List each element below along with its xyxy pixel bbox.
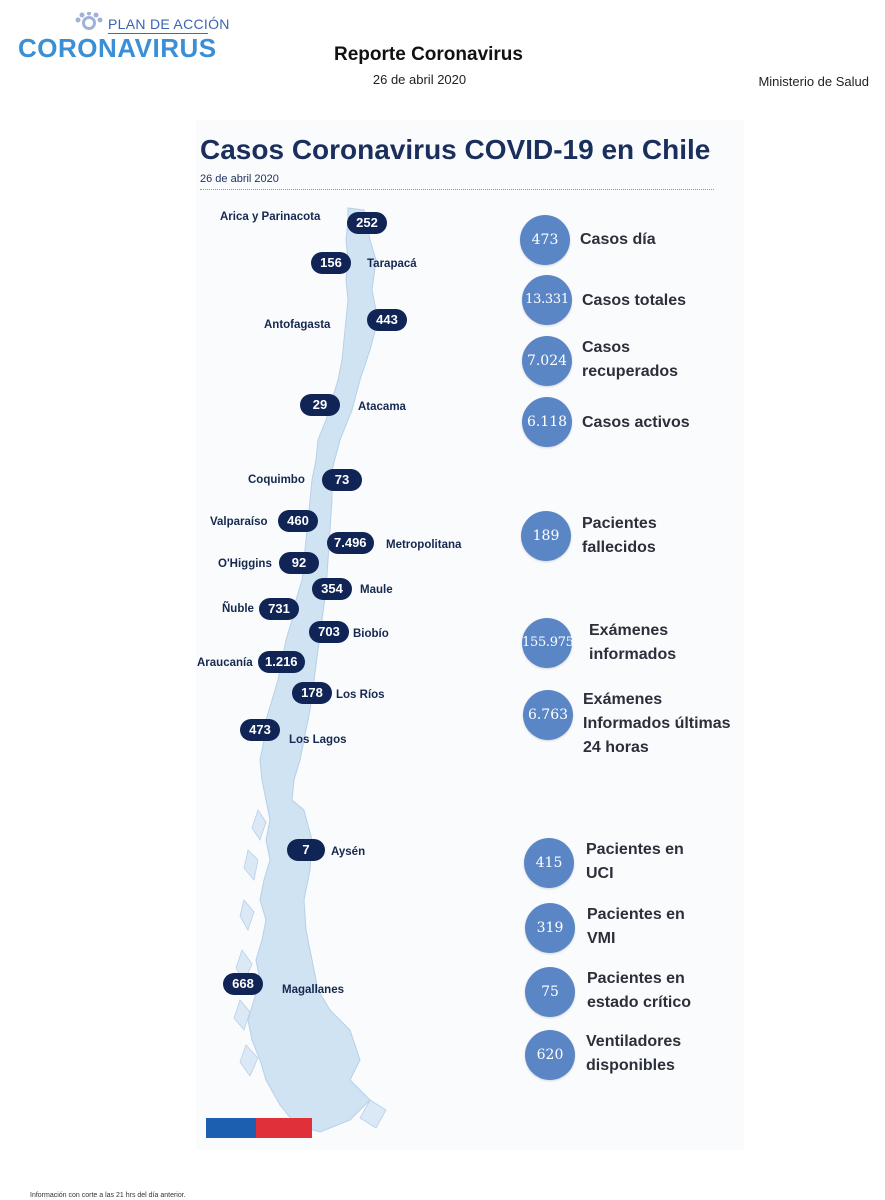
stat-label-casos-activos: Casos activos <box>582 414 690 431</box>
region-name-magallanes: Magallanes <box>282 984 344 996</box>
stat-label-casos-totales: Casos totales <box>582 292 687 309</box>
region-value-magallanes: 668 <box>223 973 263 995</box>
region-name-los-lagos: Los Lagos <box>289 734 347 746</box>
region-name-ohiggins: O'Higgins <box>218 558 272 570</box>
stat-circle-casos-activos: 6.118 <box>522 397 572 447</box>
stat-circle-casos-totales: 13.331 <box>522 275 572 325</box>
report-title: Reporte Coronavirus <box>334 44 523 65</box>
region-value-aysen: 7 <box>287 839 325 861</box>
flag-bar-red <box>256 1118 312 1138</box>
report-date: 26 de abril 2020 <box>372 72 467 87</box>
infographic-date: 26 de abril 2020 <box>200 173 279 185</box>
region-name-maule: Maule <box>360 584 393 596</box>
region-value-metropolitana: 7.496 <box>327 532 374 554</box>
stat-label-casos-dia: Casos día <box>580 231 656 248</box>
flag-bar-blue <box>206 1118 256 1138</box>
logo-plan-text: PLAN DE ACCIÓN <box>108 16 230 32</box>
region-value-biobio: 703 <box>309 621 349 643</box>
dotted-divider <box>200 189 714 190</box>
region-value-maule: 354 <box>312 578 352 600</box>
stat-label-examenes-24h: Exámenes Informados últimas 24 horas <box>583 691 731 756</box>
stat-label-uci: Pacientes en UCI <box>586 841 684 882</box>
infographic-title: Casos Coronavirus COVID-19 en Chile <box>200 134 711 165</box>
coronavirus-logo-icon <box>72 12 106 34</box>
region-name-biobio: Biobío <box>353 628 389 640</box>
region-value-atacama: 29 <box>300 394 340 416</box>
stat-circle-examenes-24h: 6.763 <box>523 690 573 740</box>
region-name-atacama: Atacama <box>358 401 406 413</box>
stat-label-ventiladores: Ventiladores disponibles <box>586 1033 682 1074</box>
stat-circle-casos-dia: 473 <box>520 215 570 265</box>
region-name-los-rios: Los Ríos <box>336 689 385 701</box>
region-name-nuble: Ñuble <box>222 603 254 615</box>
region-value-araucania: 1.216 <box>258 651 305 673</box>
stat-circle-casos-recuperados: 7.024 <box>522 336 572 386</box>
region-name-coquimbo: Coquimbo <box>248 474 305 486</box>
ministry-label: Ministerio de Salud <box>758 74 869 89</box>
region-name-metropolitana: Metropolitana <box>386 539 462 551</box>
stat-circle-fallecidos: 189 <box>521 511 571 561</box>
stat-label-critico: Pacientes en estado crítico <box>587 970 692 1011</box>
stat-circle-critico: 75 <box>525 967 575 1017</box>
region-value-valparaiso: 460 <box>278 510 318 532</box>
stat-label-vmi: Pacientes en VMI <box>587 906 685 947</box>
region-name-arica: Arica y Parinacota <box>220 211 321 223</box>
footnote: Información con corte a las 21 hrs del día anterior. <box>30 1192 186 1199</box>
stat-circle-vmi: 319 <box>525 903 575 953</box>
logo-coronavirus-text: CORONAVIRUS <box>18 33 217 63</box>
region-value-tarapaca: 156 <box>311 252 351 274</box>
region-value-coquimbo: 73 <box>322 469 362 491</box>
region-value-ohiggins: 92 <box>279 552 319 574</box>
region-value-antofagasta: 443 <box>367 309 407 331</box>
stat-label-fallecidos: Pacientes fallecidos <box>582 515 657 556</box>
region-name-araucania: Araucanía <box>197 657 253 669</box>
region-value-arica: 252 <box>347 212 387 234</box>
region-value-los-rios: 178 <box>292 682 332 704</box>
stat-label-examenes: Exámenes informados <box>589 622 677 663</box>
region-name-valparaiso: Valparaíso <box>210 516 268 528</box>
stat-label-casos-recuperados: Casos recuperados <box>582 339 679 380</box>
region-value-los-lagos: 473 <box>240 719 280 741</box>
stat-circle-uci: 415 <box>524 838 574 888</box>
region-name-aysen: Aysén <box>331 846 366 858</box>
region-name-tarapaca: Tarapacá <box>367 258 417 270</box>
stat-circle-ventiladores: 620 <box>525 1030 575 1080</box>
stat-circle-examenes: 155.975 <box>522 618 572 668</box>
region-value-nuble: 731 <box>259 598 299 620</box>
region-name-antofagasta: Antofagasta <box>264 319 331 331</box>
